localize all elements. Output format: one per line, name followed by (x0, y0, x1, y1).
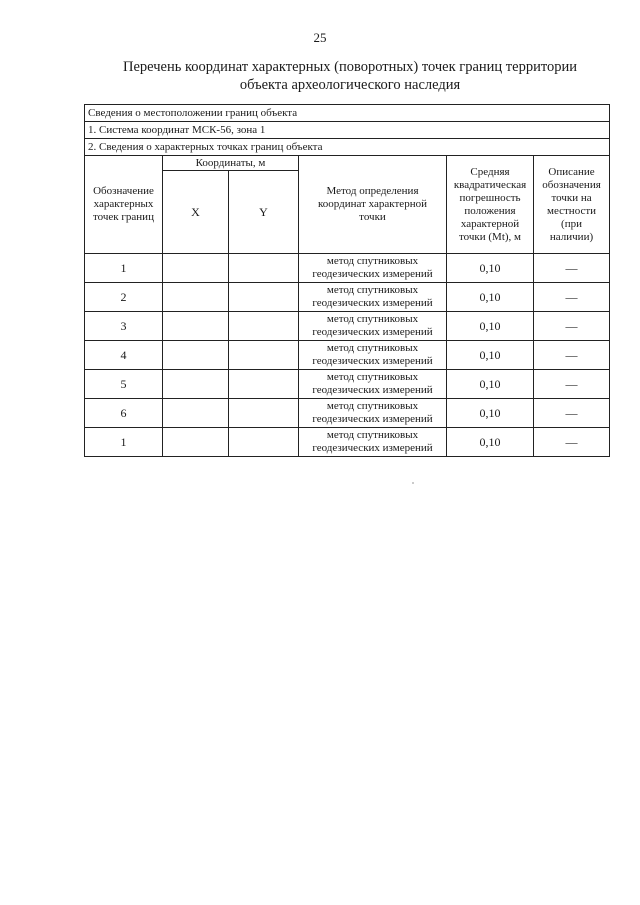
point-designation: 1 (85, 428, 163, 457)
header-designation-line: Обозначение (93, 185, 154, 197)
mt-error-value: 0,10 (447, 341, 534, 370)
header-designation (85, 156, 163, 254)
method-cell (299, 399, 447, 428)
section-location-header: Сведения о местоположении границ объекта (85, 105, 610, 122)
method-line: метод спутниковых (326, 371, 419, 383)
point-description: — (534, 399, 610, 428)
header-error-line: положения (464, 204, 516, 217)
header-method-line: координат характерной (318, 198, 427, 210)
point-description: — (534, 341, 610, 370)
method-line: метод спутниковых (326, 284, 419, 296)
method-line: метод спутниковых (326, 342, 419, 354)
header-description-line: точки на (551, 191, 592, 204)
method-line: метод спутниковых (326, 400, 419, 412)
coordinate-x (163, 341, 229, 370)
mt-error-value: 0,10 (447, 370, 534, 399)
method-line: геодезических измерений (312, 297, 433, 309)
header-error-line: точки (Mt), м (458, 230, 521, 243)
coordinate-y (229, 254, 299, 283)
method-line: геодезических измерений (312, 268, 433, 280)
table-row (85, 428, 610, 457)
point-designation: 3 (85, 312, 163, 341)
point-description: — (534, 312, 610, 341)
header-description-line: обозначения (542, 178, 601, 191)
mt-error-value: 0,10 (447, 283, 534, 312)
method-cell (299, 312, 447, 341)
header-description-line: (при (561, 217, 582, 230)
method-line: геодезических измерений (312, 326, 433, 338)
method-cell (299, 370, 447, 399)
point-description: — (534, 254, 610, 283)
header-x: X (163, 171, 229, 254)
table-row (85, 312, 610, 341)
coordinate-y (229, 283, 299, 312)
coordinate-x (163, 312, 229, 341)
point-designation: 6 (85, 399, 163, 428)
header-coordinates: Координаты, м (163, 156, 299, 171)
coordinates-table (84, 104, 610, 457)
coordinate-y (229, 312, 299, 341)
header-error (447, 156, 534, 254)
title-line-2: объекта археологического наследия (239, 77, 461, 93)
header-designation-line: точек границ (93, 211, 154, 223)
header-error-line: погрешность (459, 191, 521, 204)
scan-artifact (412, 482, 414, 484)
method-line: геодезических измерений (312, 384, 433, 396)
method-line: метод спутниковых (326, 313, 419, 325)
table-row (85, 254, 610, 283)
point-description: — (534, 428, 610, 457)
method-line: геодезических измерений (312, 413, 433, 425)
header-description-line: наличии) (549, 230, 594, 243)
header-error-line: характерной (460, 217, 520, 230)
section-points-header: 2. Сведения о характерных точках границ объекта (85, 139, 610, 156)
method-cell (299, 341, 447, 370)
table-row (85, 283, 610, 312)
header-description (534, 156, 610, 254)
coordinate-y (229, 428, 299, 457)
mt-error-value: 0,10 (447, 399, 534, 428)
point-description: — (534, 283, 610, 312)
header-description-line: местности (547, 204, 597, 217)
header-y: Y (229, 171, 299, 254)
section-coordinate-system: 1. Система координат МСК-56, зона 1 (85, 122, 610, 139)
method-line: метод спутниковых (326, 255, 419, 267)
method-line: метод спутниковых (326, 429, 419, 441)
coordinate-y (229, 399, 299, 428)
method-cell (299, 254, 447, 283)
method-line: геодезических измерений (312, 442, 433, 454)
header-error-line: Средняя (470, 165, 510, 178)
table-row (85, 370, 610, 399)
coordinate-x (163, 399, 229, 428)
title-line-1: Перечень координат характерных (поворотных) точек границ территории (122, 59, 578, 75)
page-number: 25 (313, 30, 327, 45)
header-method-line: точки (359, 211, 386, 223)
point-designation: 4 (85, 341, 163, 370)
method-line: геодезических измерений (312, 355, 433, 367)
point-designation: 2 (85, 283, 163, 312)
table-row (85, 341, 610, 370)
point-designation: 5 (85, 370, 163, 399)
table-row (85, 399, 610, 428)
method-cell (299, 428, 447, 457)
header-designation-line: характерных (93, 198, 154, 210)
mt-error-value: 0,10 (447, 428, 534, 457)
mt-error-value: 0,10 (447, 254, 534, 283)
coordinate-x (163, 370, 229, 399)
header-method-line: Метод определения (326, 185, 419, 197)
header-method (299, 156, 447, 254)
method-cell (299, 283, 447, 312)
header-error-line: квадратическая (453, 178, 527, 191)
document-title (80, 58, 620, 94)
header-description-line: Описание (548, 165, 595, 178)
coordinate-x (163, 254, 229, 283)
coordinate-x (163, 428, 229, 457)
point-designation: 1 (85, 254, 163, 283)
coordinate-x (163, 283, 229, 312)
mt-error-value: 0,10 (447, 312, 534, 341)
coordinate-y (229, 341, 299, 370)
point-description: — (534, 370, 610, 399)
coordinate-y (229, 370, 299, 399)
